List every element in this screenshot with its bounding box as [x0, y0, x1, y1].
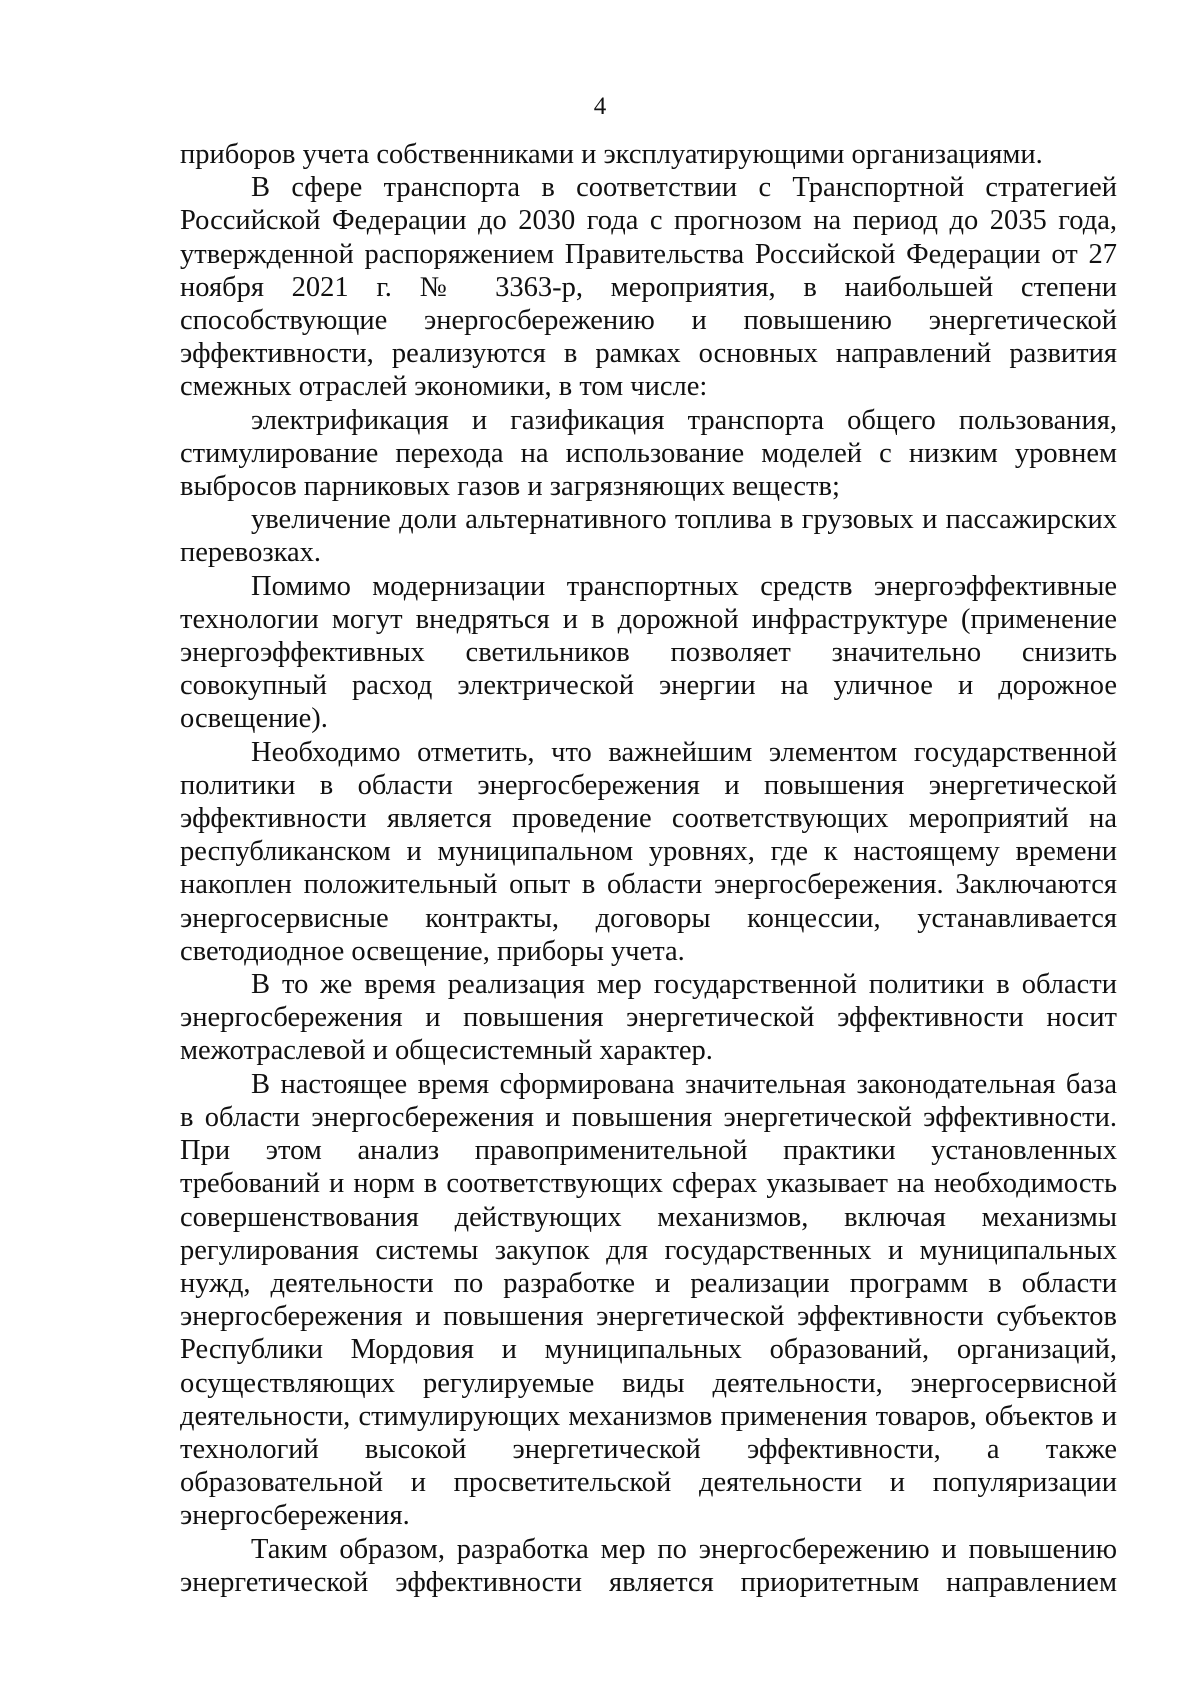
paragraph: приборов учета собственниками и эксплуатирующими организациями.	[180, 139, 1043, 170]
paragraph: электрификация и газификация транспорта общего пользования, стимулирование перехода на использование моделей с низким уровнем выбросов парниковых газов и загрязняющих веществ;	[180, 404, 1117, 503]
paragraph: увеличение доли альтернативного топлива в грузовых и пассажирских перевозках.	[180, 504, 1117, 569]
paragraph: Таким образом, разработка мер по энергосбережению и повышению энергетической эффективности является приоритетным направлением	[180, 1533, 1117, 1598]
document-body	[180, 138, 1117, 1599]
paragraph: В настоящее время сформирована значительная законодательная база в области энергосбережения и повышения энергетической эффективности. При этом анализ правоприменительной практики установленных требований и норм в соответствующих сферах указывает на необходимость совершенствования действующих механизмов, включая механизмы регулирования системы закупок для государственных и муниципальных нужд, деятельности по разработке и реализации программ в области энергосбережения и повышения энергетической эффективности субъектов Республики Мордовия и муниципальных образований, организаций, осуществляющих регулируемые виды деятельности, энергосервисной деятельности, стимулирующих механизмов применения товаров, объектов и технологий высокой энергетической эффективности, а также образовательной и просветительской деятельности и популяризации энергосбережения.	[180, 1068, 1117, 1532]
paragraph: В сфере транспорта в соответствии с Транспортной стратегией Российской Федерации до 2030 года с прогнозом на период до 2035 года, утвержденной распоряжением Правительства Российской Федерации от 27 ноября 2021 г. № 3363-р, мероприятия, в наибольшей степени способствующие энергосбережению и повышению энергетической эффективности, реализуются в рамках основных направлений развития смежных отраслей экономики, в том числе:	[180, 172, 1117, 403]
paragraph: В то же время реализация мер государственной политики в области энергосбережения и повышения энергетической эффективности носит межотраслевой и общесистемный характер.	[180, 969, 1117, 1067]
paragraph: Необходимо отметить, что важнейшим элементом государственной политики в области энергосбережения и повышения энергетической эффективности является проведение соответствующих мероприятий на республиканском и муниципальном уровнях, где к настоящему времени накоплен положительный опыт в области энергосбережения. Заключаются энергосервисные контракты, договоры концессии, устанавливается светодиодное освещение, приборы учета.	[180, 736, 1117, 967]
paragraph: Помимо модернизации транспортных средств энергоэффективные технологии могут внедряться и в дорожной инфраструктуре (применение энергоэффективных светильников позволяет значительно снизить совокупный расход электрической энергии на уличное и дорожное освещение).	[180, 570, 1117, 735]
page-number: 4	[593, 93, 607, 120]
